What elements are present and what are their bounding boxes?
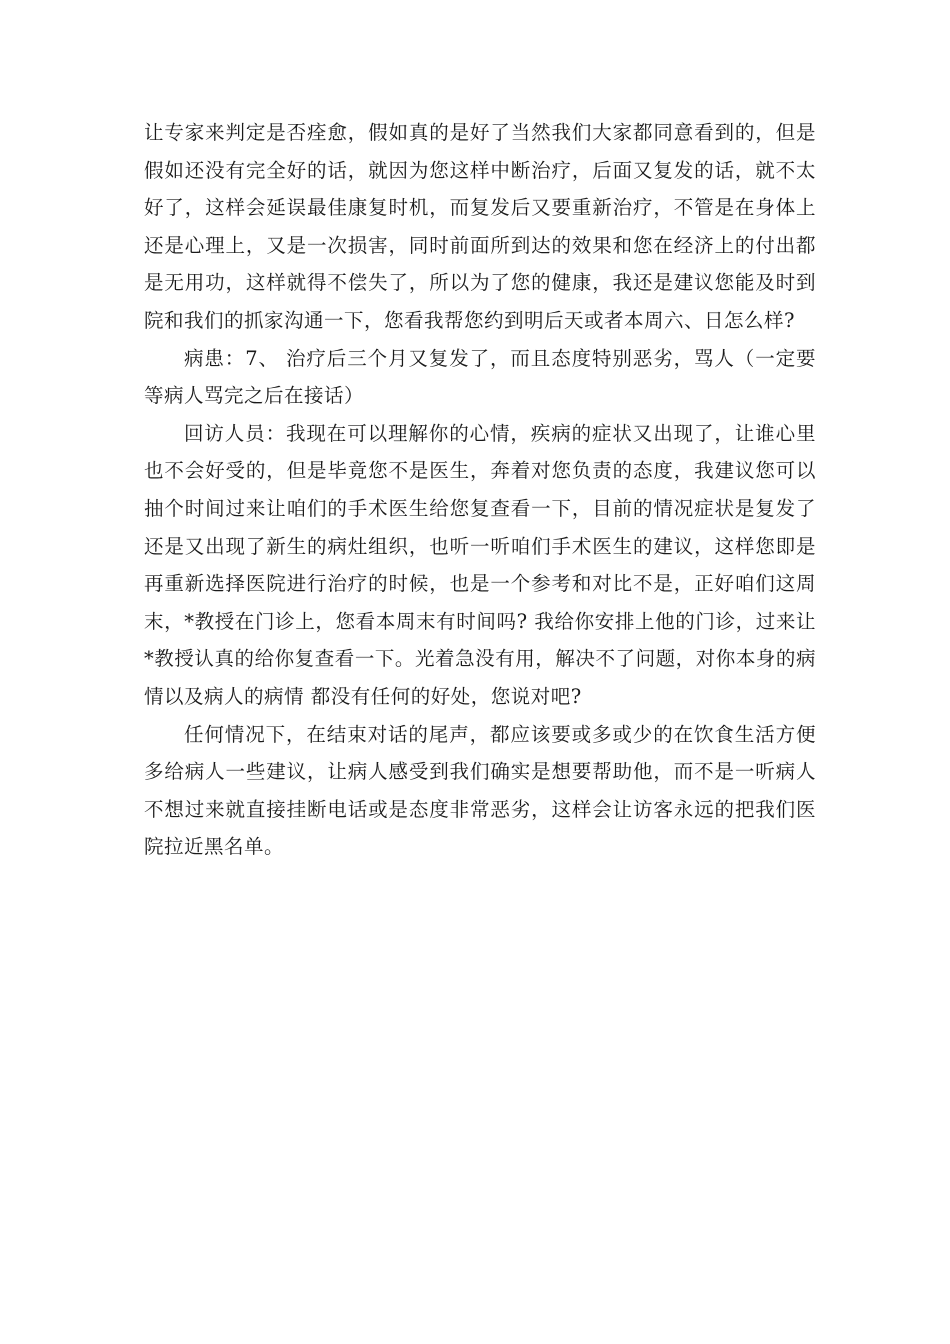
paragraph-patient-case-7: 病患：7、 治疗后三个月又复发了，而且态度特别恶劣，骂人（一定要等病人骂完之后在接话） — [144, 346, 816, 408]
paragraph-staff-response: 回访人员：我现在可以理解你的心情，疾病的症状又出现了，让谁心里也不会好受的，但是毕竟您不是医生，奔着对您负责的态度，我建议您可以抽个时间过来让咱们的手术医生给您复查看一下，目前的情况症状是复发了还是又出现了新生的病灶组织，也听一听咱们手术医生的建议，这样您即是再重新选择医院进行治疗的时候，也是一个参考和对比不是，正好咱们这周末，*教授在门诊上，您看本周末有时间吗? 我给你安排上他的门诊，过来让*教授认真的给你复查看一下。光着急没有用，解决不了问题，对你本身的病情以及病人的病情 都没有任何的好处，您说对吧? — [144, 421, 816, 708]
paragraph-continuation: 让专家来判定是否痊愈，假如真的是好了当然我们大家都同意看到的，但是假如还没有完全好的话，就因为您这样中断治疗，后面又复发的话，就不太好了，这样会延误最佳康复时机，而复发后又要重新治疗，不管是在身体上还是心理上，又是一次损害，同时前面所到达的效果和您在经济上的付出都是无用功，这样就得不偿失了，所以为了您的健康，我还是建议您能及时到院和我们的抓家沟通一下，您看我帮您约到明后天或者本周六、日怎么样? — [144, 121, 816, 332]
paragraph-closing-advice: 任何情况下，在结束对话的尾声，都应该要或多或少的在饮食生活方便多给病人一些建议，让病人感受到我们确实是想要帮助他，而不是一听病人不想过来就直接挂断电话或是态度非常恶劣，这样会让访客永远的把我们医院拉近黑名单。 — [144, 722, 816, 859]
document-body — [144, 114, 816, 866]
